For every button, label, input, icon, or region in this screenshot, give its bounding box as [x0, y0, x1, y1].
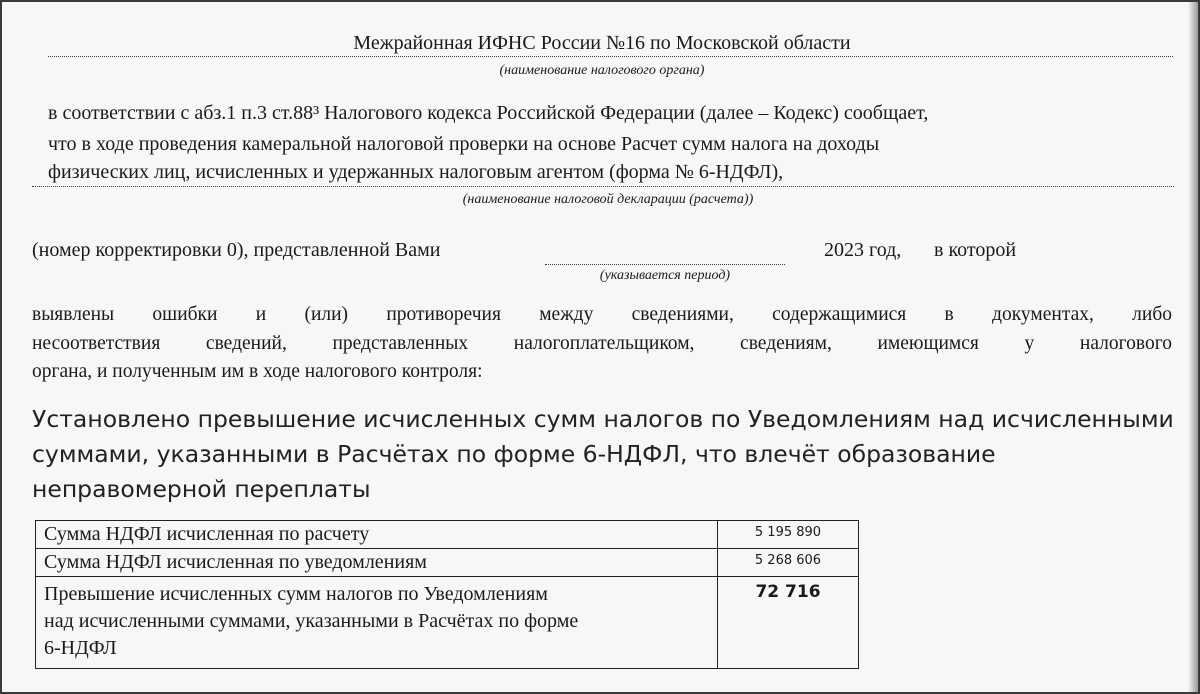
row-value-notifications: 5 268 606: [718, 549, 859, 577]
intro-line-1: в соответствии с абз.1 п.3 ст.88³ Налогового кодекса Российской Федерации (далее – Кодекс) сообщает,: [48, 102, 929, 124]
row-value-excess: 72 716: [718, 577, 859, 669]
statement-line-1: Установлено превышение исчисленных сумм налогов по Уведомлениям над исчисленными: [32, 405, 1174, 433]
findings-line-2: несоответствия сведений, представленных налогоплательщиком, сведениям, имеющимся у налогового: [32, 333, 1172, 354]
declaration-caption: (наименование налоговой декларации (расчета)): [462, 192, 754, 207]
tax-authority-name: Межрайонная ИФНС России №16 по Московской области: [353, 32, 851, 54]
statement-line-2: суммами, указанными в Расчётах по форме 6-НДФЛ, что влечёт образование: [32, 440, 996, 468]
row-label-excess: [36, 577, 718, 669]
report-year: 2023 год,: [824, 239, 902, 261]
row-label-calculated: Сумма НДФЛ исчисленная по расчету: [36, 521, 718, 549]
intro-line-2: что в ходе проведения камеральной налоговой проверки на основе Расчет сумм налога на доходы: [48, 133, 880, 155]
authority-fill-line: [48, 56, 1173, 57]
excess-label-line-1: Превышение исчисленных сумм налогов по Уведомлениям: [44, 583, 548, 605]
declaration-fill-line: [32, 186, 1174, 187]
excess-label-line-3: 6-НДФЛ: [44, 637, 117, 659]
statement-line-3: неправомерной переплаты: [32, 475, 371, 503]
table-row: [36, 521, 859, 549]
intro-line-3: физических лиц, исчисленных и удержанных налоговым агентом (форма № 6-НДФЛ),: [48, 161, 784, 183]
scan-edge-shadow: [1188, 2, 1198, 694]
which-text: в которой: [934, 239, 1017, 261]
table-row: [36, 549, 859, 577]
findings-line-3: органа, и полученным им в ходе налогового контроля:: [32, 361, 483, 382]
ndfl-summary-table: [35, 520, 859, 669]
excess-label-line-2: над исчисленными суммами, указанными в Расчётах по форме: [44, 610, 579, 632]
findings-line-1: выявлены ошибки и (или) противоречия между сведениями, содержащимися в документах, либо: [32, 304, 1172, 325]
period-fill-line: [545, 264, 785, 265]
period-caption: (указывается период): [599, 268, 731, 283]
table-row: [36, 577, 859, 669]
row-label-notifications: Сумма НДФЛ исчисленная по уведомлениям: [36, 549, 718, 577]
row-value-calculated: 5 195 890: [718, 521, 859, 549]
authority-caption: (наименование налогового органа): [499, 63, 705, 78]
correction-text: (номер корректировки 0), представленной Вами: [32, 239, 441, 261]
